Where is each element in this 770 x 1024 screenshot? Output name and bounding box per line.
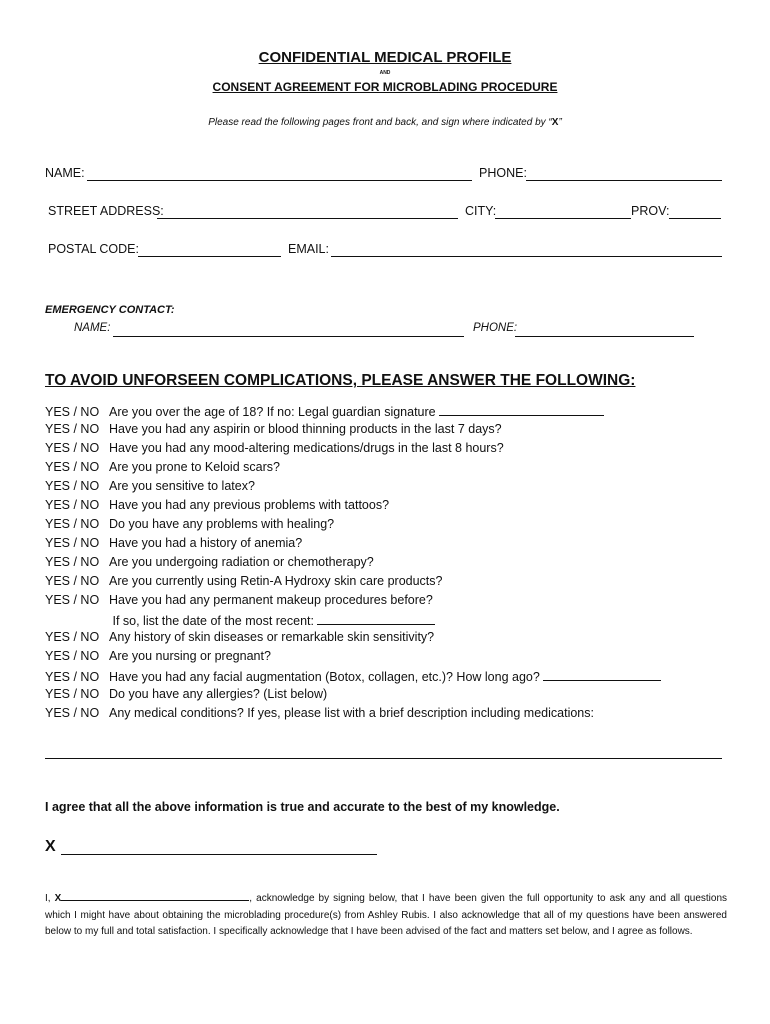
yes-no-choice[interactable]: YES / NO [45,498,100,512]
question-row: YES / NO Are you over the age of 18? If no: Legal guardian signature [45,403,604,422]
yes-no-choice[interactable]: YES / NO [45,517,100,531]
question-row: YES / NO Have you had any permanent makeup procedures before? [45,593,433,607]
prov-label: PROV: [631,204,670,218]
form-title: CONFIDENTIAL MEDICAL PROFILE [258,49,512,66]
yes-no-choice[interactable]: YES / NO [45,593,100,607]
yes-no-choice[interactable]: YES / NO [45,536,100,550]
name-label: NAME: [45,166,85,180]
yes-no-choice[interactable]: YES / NO [45,706,100,720]
prov-field[interactable] [669,218,721,219]
emergency-phone-label: PHONE: [473,322,518,334]
emergency-name-label: NAME: [74,322,111,334]
yes-no-choice[interactable]: YES / NO [45,460,100,474]
form-subtitle: CONSENT AGREEMENT FOR MICROBLADING PROCEDURE [212,80,558,94]
postal-label: POSTAL CODE: [48,242,139,256]
city-field[interactable] [495,218,631,219]
instruction-text: Please read the following pages front and back, and sign where indicated by “X” [208,117,562,128]
question-row: YES / NO Are you undergoing radiation or chemotherapy? [45,555,374,569]
guardian-signature-field[interactable] [439,403,604,416]
yes-no-choice[interactable]: YES / NO [45,405,100,419]
question-row: YES / NO Do you have any allergies? (List below) [45,687,328,701]
question-row: YES / NO Have you had any facial augmentation (Botox, collagen, etc.)? How long ago? [45,668,661,687]
email-field[interactable] [331,256,722,257]
question-row: YES / NO Have you had any aspirin or blood thinning products in the last 7 days? [45,422,502,436]
yes-no-choice[interactable]: YES / NO [45,649,100,663]
question-row: YES / NO Have you had any previous problems with tattoos? [45,498,390,512]
emergency-phone-field[interactable] [515,336,694,337]
city-label: CITY: [465,204,497,218]
street-label: STREET ADDRESS: [48,204,164,218]
yes-no-choice[interactable]: YES / NO [45,574,100,588]
yes-no-choice[interactable]: YES / NO [45,630,100,644]
street-field[interactable] [157,218,458,219]
question-followup: If so, list the date of the most recent: [45,612,435,631]
question-row: YES / NO Are you prone to Keloid scars? [45,460,280,474]
consent-name-field[interactable] [61,891,249,901]
question-row: YES / NO Any history of skin diseases or remarkable skin sensitivity? [45,630,435,644]
question-row: YES / NO Have you had a history of anemia? [45,536,303,550]
email-label: EMAIL: [288,242,329,256]
phone-field[interactable] [526,180,722,181]
question-row: YES / NO Are you sensitive to latex? [45,479,255,493]
question-row: YES / NO Are you currently using Retin-A Hydroxy skin care products? [45,574,443,588]
agreement-statement: I agree that all the above information is true and accurate to the best of my knowledge. [45,800,560,814]
postal-field[interactable] [138,256,281,257]
augmentation-field[interactable] [543,668,661,681]
phone-label: PHONE: [479,166,527,180]
yes-no-choice[interactable]: YES / NO [45,687,100,701]
question-row: YES / NO Do you have any problems with healing? [45,517,335,531]
consent-paragraph: I, X , acknowledge by signing below, that I have been given the full opportunity to ask any and all questions which I might have about obtaining the microblading procedure(s) from Ashley Rubis. I also acknowledge that all of my questions have been answered below to my full and total satisfaction. I specifically acknowledge that I have been advised of the fact and matters set below, and I agree as follows. [45,893,728,937]
medical-conditions-field[interactable] [45,758,722,759]
yes-no-choice[interactable]: YES / NO [45,479,100,493]
yes-no-choice[interactable]: YES / NO [45,670,100,684]
question-row: YES / NO Are you nursing or pregnant? [45,649,271,663]
and-connector: AND [379,70,391,76]
name-field[interactable] [87,180,472,181]
signature-mark: X [45,838,56,855]
question-row: YES / NO Any medical conditions? If yes, please list with a brief description including medications: [45,706,594,720]
yes-no-choice[interactable]: YES / NO [45,555,100,569]
section-heading: TO AVOID UNFORSEEN COMPLICATIONS, PLEASE ANSWER THE FOLLOWING: [45,372,636,389]
signature-field[interactable] [61,854,377,855]
emergency-name-field[interactable] [113,336,464,337]
yes-no-choice[interactable]: YES / NO [45,441,100,455]
yes-no-choice[interactable]: YES / NO [45,422,100,436]
recent-date-field[interactable] [317,612,435,625]
question-row: YES / NO Have you had any mood-altering medications/drugs in the last 8 hours? [45,441,504,455]
emergency-heading: EMERGENCY CONTACT: [45,304,175,316]
